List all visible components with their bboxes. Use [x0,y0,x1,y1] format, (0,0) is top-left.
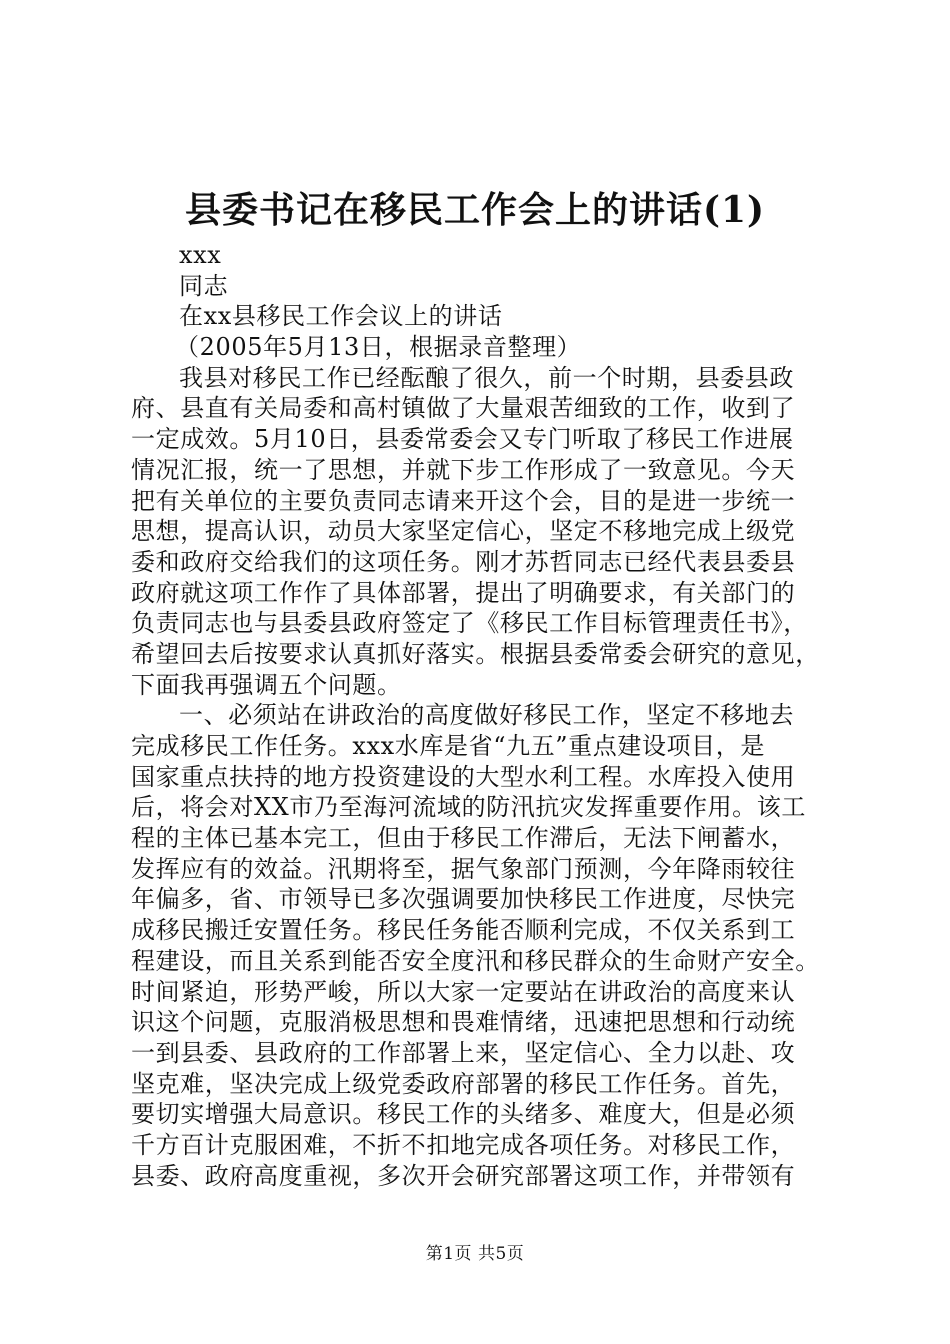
speech-date-note: （2005年5月13日，根据录音整理） [175,333,582,362]
paragraph-line: 一到县委、县政府的工作部署上来，坚定信心、全力以赴、攻 [131,1038,796,1067]
paragraph-line: 年偏多，省、市领导已多次强调要加快移民工作进度，尽快完 [131,885,796,914]
paragraph-line: 政府就这项工作作了具体部署，提出了明确要求，有关部门的 [131,578,796,607]
paragraph-line: 识这个问题，克服消极思想和畏难情绪，迅速把思想和行动统 [131,1008,796,1037]
paragraph-line: 府、县直有关局委和高村镇做了大量艰苦细致的工作，收到了 [131,394,796,423]
paragraph-line: 坚克难，坚决完成上级党委政府部署的移民工作任务。首先， [131,1069,796,1098]
paragraph-line: 希望回去后按要求认真抓好落实。根据县委常委会研究的意见， [131,639,820,668]
document-body [131,240,851,1191]
paragraph-line: 时间紧迫，形势严峻，所以大家一定要站在讲政治的高度来认 [131,977,796,1006]
speaker-name: xxx [179,241,222,269]
paragraph-line: 国家重点扶持的地方投资建设的大型水利工程。水库投入使用 [131,762,796,791]
page-number-footer: 第1页 共5页 [425,1244,525,1264]
paragraph-line: 一定成效。5月10日，县委常委会又专门听取了移民工作进展 [131,425,794,454]
paragraph-line: 程建设，而且关系到能否安全度汛和移民群众的生命财产安全。 [131,946,820,975]
paragraph-line: 一、必须站在讲政治的高度做好移民工作，坚定不移地去 [179,701,794,730]
speaker-title: 同志 [179,271,229,300]
paragraph-line: 委和政府交给我们的这项任务。刚才苏哲同志已经代表县委县 [131,547,796,576]
document-title: 县委书记在移民工作会上的讲话(1) [184,189,766,231]
paragraph-line: 把有关单位的主要负责同志请来开这个会，目的是进一步统一 [131,486,796,515]
paragraph-line: 情况汇报，统一了思想，并就下步工作形成了一致意见。今天 [131,455,796,484]
paragraph-line: 县委、政府高度重视，多次开会研究部署这项工作，并带领有 [131,1161,796,1190]
paragraph-line: 成移民搬迁安置任务。移民任务能否顺利完成，不仅关系到工 [131,916,796,945]
paragraph-line: 程的主体已基本完工，但由于移民工作滞后，无法下闸蓄水， [131,824,796,853]
paragraph-line: 后，将会对XX市乃至海河流域的防汛抗灾发挥重要作用。该工 [131,793,806,822]
speech-heading: 在xx县移民工作会议上的讲话 [179,302,503,331]
paragraph-line: 负责同志也与县委县政府签定了《移民工作目标管理责任书》， [131,609,808,638]
paragraph-line: 要切实增强大局意识。移民工作的头绪多、难度大，但是必须 [131,1100,796,1129]
paragraph-line: 发挥应有的效益。汛期将至，据气象部门预测，今年降雨较往 [131,854,796,883]
paragraph-line: 我县对移民工作已经酝酿了很久，前一个时期，县委县政 [179,363,794,392]
paragraph-line: 思想，提高认识，动员大家坚定信心，坚定不移地完成上级党 [131,517,796,546]
paragraph-line: 下面我再强调五个问题。 [131,670,402,699]
paragraph-line: 完成移民工作任务。xxx水库是省“九五”重点建设项目，是 [131,732,765,760]
paragraph-line: 千方百计克服困难，不折不扣地完成各项任务。对移民工作， [131,1130,796,1159]
